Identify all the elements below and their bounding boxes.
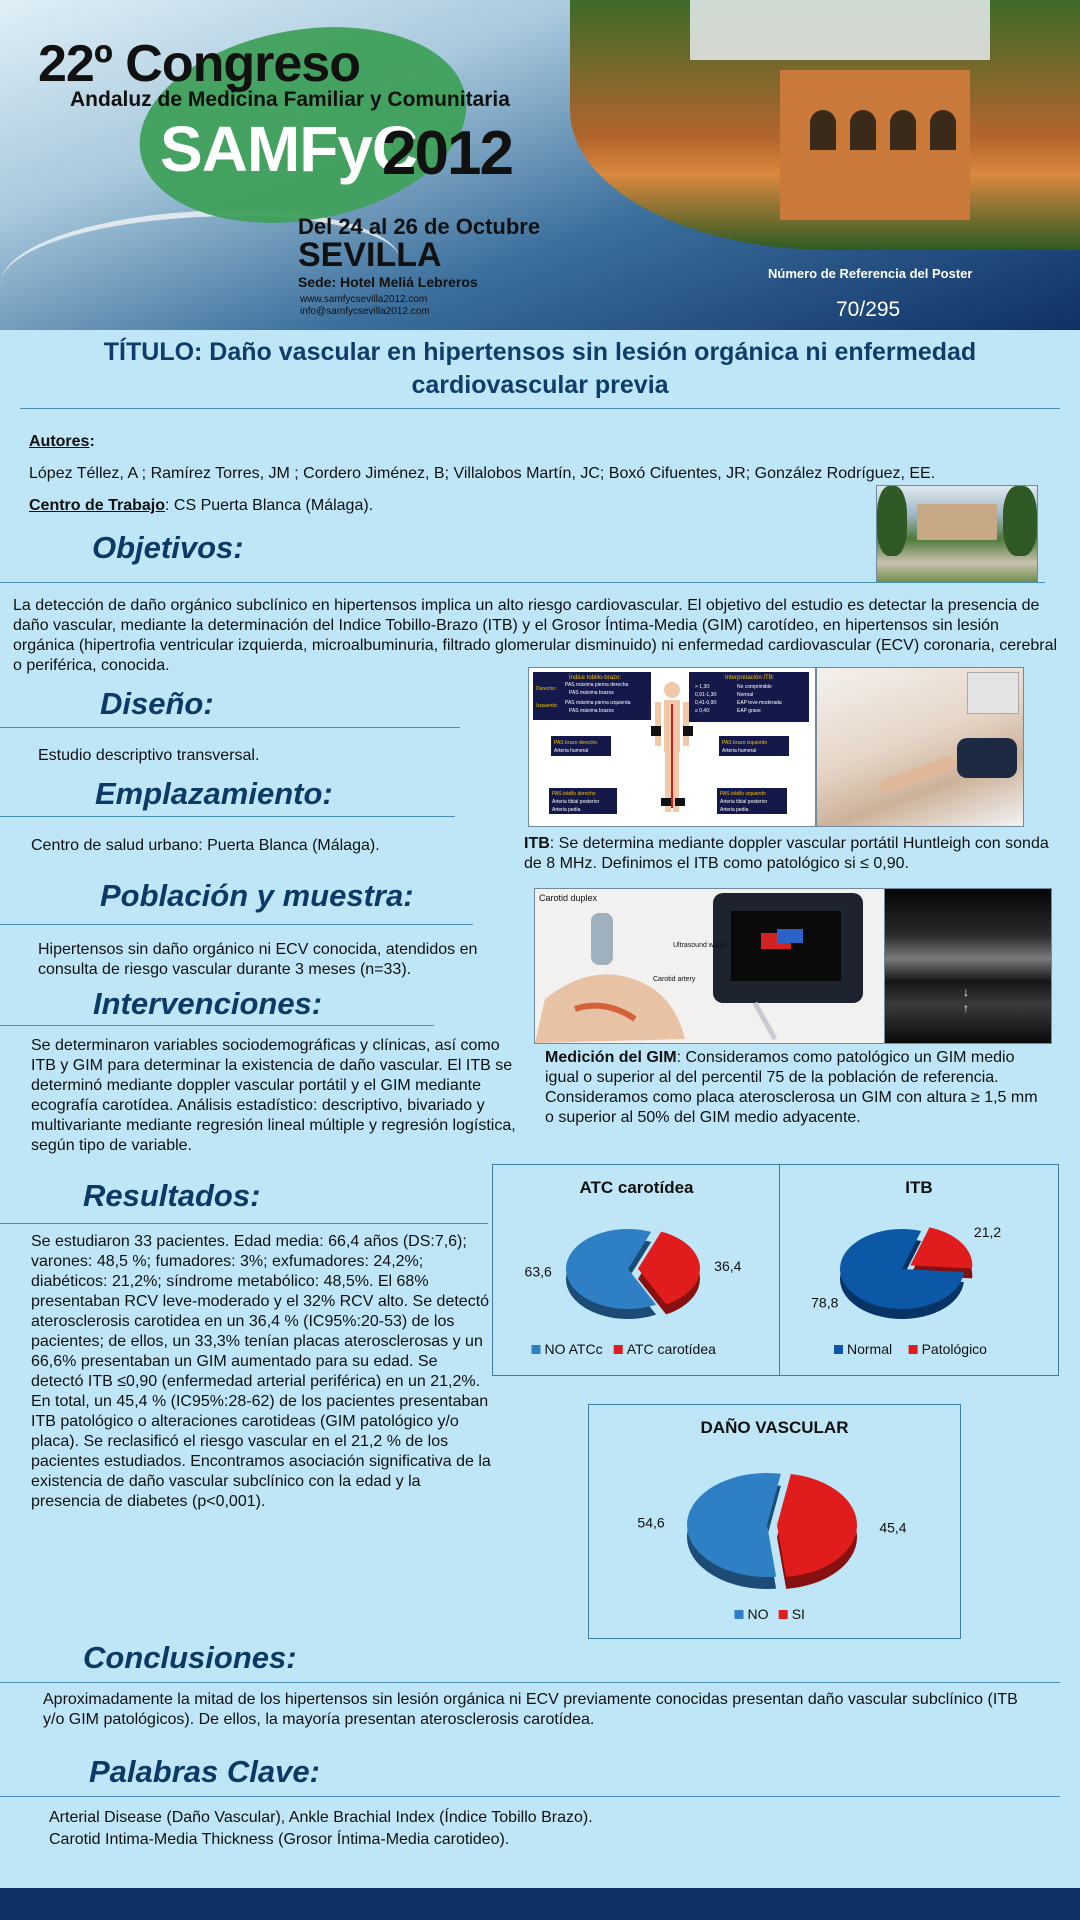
itb-b4c: Arteria pedia: [720, 807, 749, 813]
gim-caption: [545, 1048, 1045, 1128]
workplace-label: Centro de Trabajo: [29, 497, 166, 514]
carotid-label: Carotid duplex: [539, 893, 598, 903]
itb-row4: PAS máxima brazos: [569, 708, 614, 714]
chart-atc-box: [492, 1164, 781, 1376]
poblacion-text: Hipertensos sin daño orgánico ni ECV conocida, atendidos en consulta de riesgo vascular durante 3 meses (n=33).: [38, 941, 478, 978]
poster-ref-number: 70/295: [836, 298, 901, 321]
congress-website: www.samfycsevilla2012.com: [300, 294, 428, 305]
itb-i1v: No comprimible: [737, 684, 772, 690]
divider: [0, 582, 1045, 583]
chart-title: ATC carotídea: [579, 1178, 694, 1197]
divider: [0, 1223, 488, 1224]
objetivos-text: La detección de daño orgánico subclínico en hipertensos implica un alto riesgo cardiovascular. El objetivo del estudio es detectar la presencia de daño vascular, mediante la determinación del Indice Tobillo-Brazo (ITB) y el Grosor Íntima-Media (GIM) carotídeo, en hipertensos sin lesión orgánica (hipertrofia ventricular izquierda, microalbuminuria, filtrado glomerular disminuido) ni enfermedad cardiovascular (ECV) coronaria, cerebral o periférica, conocida.: [13, 597, 1058, 674]
resultados-heading: Resultados:: [83, 1178, 261, 1213]
gim-arrow-up-icon: ↑: [963, 1001, 969, 1015]
congress-email: info@samfycsevilla2012.com: [300, 306, 430, 317]
workplace: [29, 496, 373, 516]
legend-label: ATC carotídea: [626, 1341, 716, 1357]
palabras-heading: Palabras Clave:: [89, 1754, 320, 1789]
emplazamiento-text: Centro de salud urbano: Puerta Blanca (Málaga).: [31, 837, 380, 854]
carotid-duplex-illustration: [534, 888, 885, 1044]
itb-diagram-svg: [529, 668, 815, 826]
palabras-line1: Arterial Disease (Daño Vascular), Ankle Brachial Index (Índice Tobillo Brazo).: [49, 1809, 593, 1826]
congress-title: 22º Congreso: [38, 35, 360, 93]
itb-i1: > 1,30:: [695, 684, 711, 690]
resultados-text: Se estudiaron 33 pacientes. Edad media: 66,4 años (DS:7,6); varones: 48,5 %; fumadores: 3%; exfumadores: 24,2%; diabéticos: 21,2%; síndrome metabólico: 48,5%. El 68% presentaban RCV leve-moderado y el 32% RCV alto. Se detectó aterosclerosis carotidea en un 36,4 % (IC95%:20-53) de los pacientes; de ellos, un 33,3% tenían placas aterosclerosas y un 66,6% presentaban un GIM aumentado para su edad. Se detectó ITB ≤0,90 (enfermedad arterial periférica) en un 21,2%. En total, un 45,4 % (IC95%:28-62) de los pacientes presentaban ITB patológico o alteraciones carotideas (GIM patológico y/o placa). Se reclasificó el riesgo vascular en el 21,2 % de los pacientes estudiados. Encontramos asociación significativa de la existencia de daño vascular subclínico con la edad y la presencia de diabetes (p<0,001).: [31, 1233, 491, 1510]
conclusiones-heading: Conclusiones:: [83, 1640, 297, 1675]
legend-label: NO ATCc: [544, 1341, 603, 1357]
emplazamiento-heading: Emplazamiento:: [95, 776, 333, 811]
doppler-photo: [816, 667, 1024, 827]
divider: [20, 408, 1060, 409]
palabras-line2: Carotid Intima-Media Thickness (Grosor Íntima-Media carotideo).: [49, 1831, 510, 1848]
brand-logo: SAMFyC: [160, 113, 418, 185]
itb-b2a: PAS brazo izquierdo: [722, 740, 768, 746]
itb-i3: 0,41-0,90:: [695, 700, 718, 706]
workplace-value: : CS Puerta Blanca (Málaga).: [165, 497, 374, 514]
itb-b3c: Arteria pedia: [552, 807, 581, 813]
divider: [0, 1796, 1060, 1797]
itb-i4v: EAP grave: [737, 708, 761, 714]
itb-caption: [524, 834, 1064, 874]
itb-i4: ≤ 0,40:: [695, 708, 711, 714]
itb-right-title: Interpretación ITB:: [725, 675, 775, 681]
chart-title: DAÑO VASCULAR: [700, 1418, 849, 1437]
legend-label: Patológico: [921, 1341, 987, 1357]
itb-caption-text: : Se determina mediante doppler vascular portátil Huntleigh con sonda de 8 MHz. Definimos el ITB como patológico si ≤ 0,90.: [524, 835, 1049, 872]
itb-b3b: Arteria tibial posterior: [552, 799, 600, 805]
poster-ref-label: Número de Referencia del Poster: [768, 266, 973, 281]
chart-atc-carotidea: [493, 1165, 780, 1375]
chart-itb: [780, 1165, 1058, 1375]
alcazar-photo: [570, 0, 1080, 250]
authors-names: López Téllez, A ; Ramírez Torres, JM ; Cordero Jiménez, B; Villalobos Martín, JC; Boxó Cifuentes, JR; González Rodríguez, EE.: [29, 465, 936, 482]
chart-itb-box: [779, 1164, 1059, 1376]
divider: [0, 924, 473, 925]
health-center-photo: [876, 485, 1038, 583]
legend-label: Normal: [847, 1341, 893, 1357]
footer-band: [0, 1888, 1080, 1920]
brand-year: 2012: [382, 119, 512, 188]
legend-label: NO: [747, 1606, 769, 1622]
pie-data-label: 21,2: [973, 1223, 1002, 1240]
carotid-duplex-svg: [535, 889, 884, 1043]
itb-row2: PAS máxima brazos: [569, 690, 614, 696]
legend-swatch: [735, 1610, 744, 1619]
legend-swatch: [834, 1345, 843, 1354]
congress-subtitle: Andaluz de Medicina Familiar y Comunitaria: [70, 88, 510, 111]
itb-izquierdo: Izquierdo:: [536, 703, 558, 709]
pie-data-label: 78,8: [811, 1294, 839, 1311]
intervenciones-text: Se determinaron variables sociodemográficas y clínicas, así como ITB y GIM para determinar la existencia de daño vascular. El ITB se determinó mediante doppler vascular portátil y el GIM mediante ecografía carotídea. Análisis estadístico: descriptivo, bivariado y multivariante mediante regresión lineal múltiple y regresión logística, según tipo de variable.: [31, 1037, 516, 1154]
diseno-text: Estudio descriptivo transversal.: [38, 747, 260, 764]
gim-ultrasound-image: [884, 888, 1052, 1044]
legend-swatch: [779, 1610, 788, 1619]
itb-i3v: EAP leve-moderada: [737, 700, 782, 706]
itb-b4b: Arteria tibial posterior: [720, 799, 768, 805]
chart-dano-vascular: [589, 1405, 960, 1638]
authors-label: Autores: [29, 433, 90, 450]
itb-caption-bold: ITB: [524, 835, 550, 852]
intervenciones-heading: Intervenciones:: [93, 986, 323, 1021]
authors-label-wrap: Autores:: [29, 433, 95, 450]
gim-arrow-icon: ↓: [963, 985, 969, 999]
congress-venue: Sede: Hotel Meliá Lebreros: [298, 274, 478, 290]
pie-data-label: 63,6: [524, 1263, 552, 1280]
itb-b2b: Arteria humeral: [722, 748, 757, 754]
objetivos-heading: Objetivos:: [92, 530, 244, 565]
itb-derecho: Derecho:: [536, 686, 557, 692]
itb-left-title: Índice tobillo-brazo:: [569, 675, 622, 681]
divider: [0, 1025, 434, 1026]
chart-dano-box: [588, 1404, 961, 1639]
gim-caption-bold: Medición del GIM: [545, 1049, 677, 1066]
conclusiones-text: Aproximadamente la mitad de los hipertensos sin lesión orgánica ni ECV previamente conocidas presentan daño vascular subclínico (ITB y/o GIM patológicos). De ellos, la mayoría presentan aterosclerosis carotídea.: [43, 1691, 1018, 1728]
carotid-wand-label: Ultrasound wand: [673, 942, 726, 949]
congress-city: SEVILLA: [298, 236, 442, 274]
diseno-heading: Diseño:: [100, 686, 214, 721]
itb-row3: PAS máxima pierna izquierda: [565, 700, 631, 706]
pie-data-label: 54,6: [637, 1514, 665, 1531]
legend-swatch: [532, 1345, 541, 1354]
chart-title: ITB: [905, 1178, 933, 1197]
itb-row1: PAS máxima pierna derecha: [565, 682, 629, 688]
divider: [0, 1682, 1060, 1683]
pie-data-label: 45,4: [879, 1519, 907, 1536]
legend-swatch: [614, 1345, 623, 1354]
poblacion-heading: Población y muestra:: [100, 878, 414, 913]
itb-b4a: PAS tobillo izquierdo: [720, 791, 766, 797]
itb-i2v: Normal: [737, 692, 754, 698]
congress-dates: Del 24 al 26 de Octubre: [298, 214, 541, 239]
legend-label: SI: [791, 1606, 805, 1622]
carotid-artery-label: Carotid artery: [653, 976, 696, 983]
itb-b3a: PAS tobillo derecho: [552, 791, 596, 797]
itb-b1b: Arteria humeral: [554, 748, 589, 754]
itb-i2: 0,91-1,30:: [695, 692, 718, 698]
pie-data-label: 36,4: [714, 1258, 742, 1275]
itb-diagram: [528, 667, 816, 827]
legend-swatch: [909, 1345, 918, 1354]
divider: [0, 727, 460, 728]
gim-caption-text: : Consideramos como patológico un GIM medio igual o superior al del percentil 75 de la población de referencia. Consideramos como placa aterosclerosa un GIM con altura ≥ 1,5 mm o superior al 50% del GIM medio adyacente.: [545, 1049, 1038, 1126]
divider: [0, 816, 455, 817]
poster-title: TÍTULO: Daño vascular en hipertensos sin lesión orgánica ni enfermedad cardiovascular previa: [103, 338, 977, 399]
itb-b1a: PAS brazo derecho: [554, 740, 597, 746]
